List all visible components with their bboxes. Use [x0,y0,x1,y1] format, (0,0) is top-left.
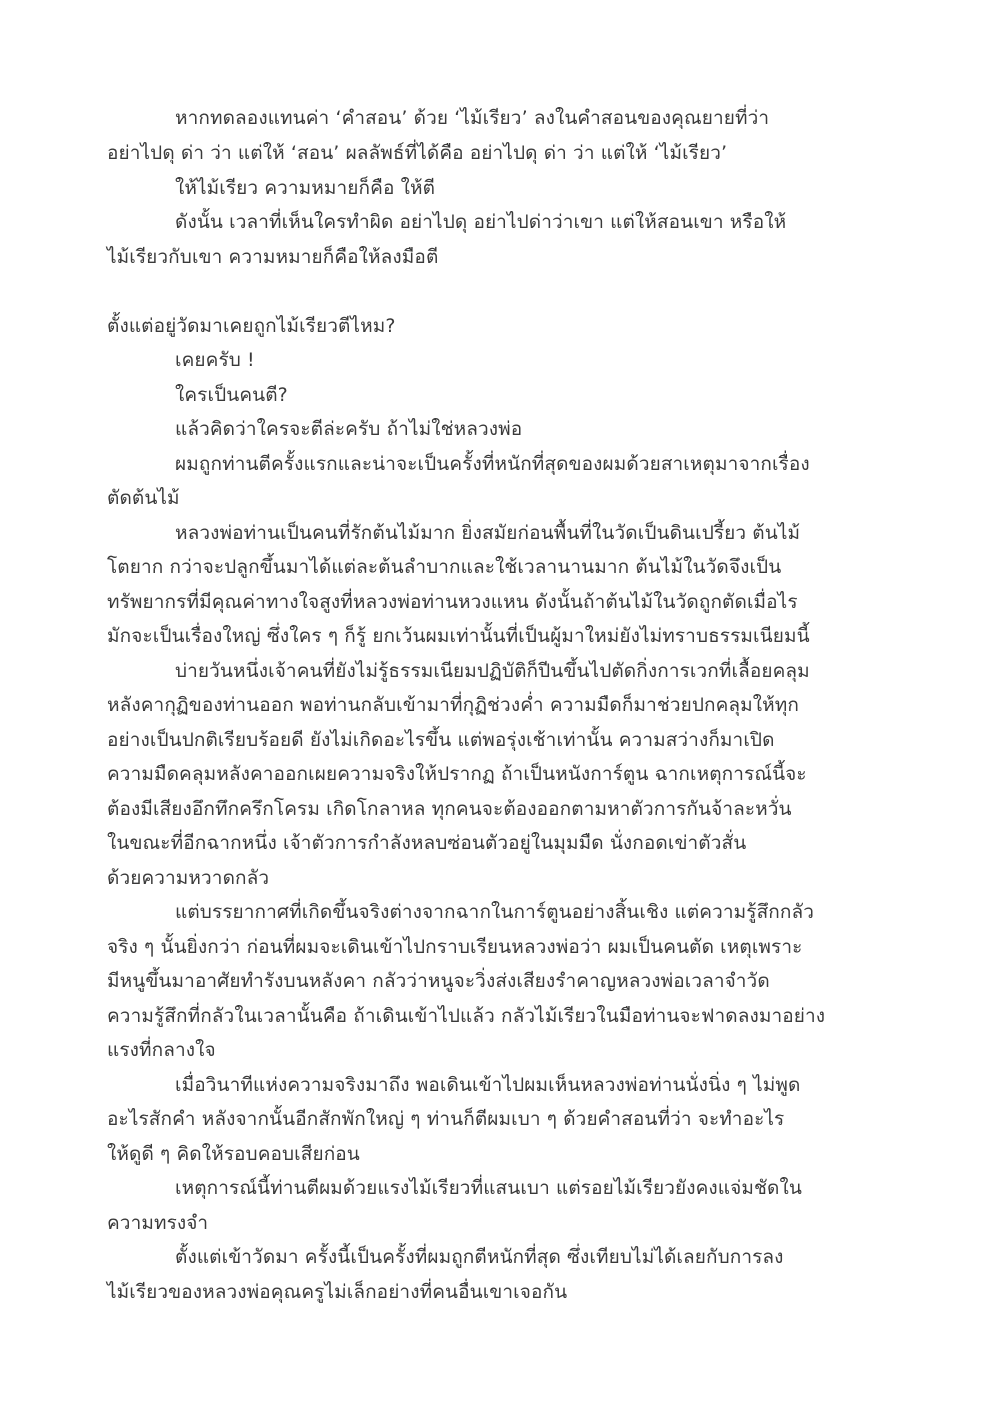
text-line: ให้ดูดี ๆ คิดให้รอบคอบเสียก่อน [107,1143,360,1165]
text-line: มักจะเป็นเรื่องใหญ่ ซึ่งใคร ๆ ก็รู้ ยกเว้นผมเท่านั้นที่เป็นผู้มาใหม่ยังไม่ทราบธรรมเนียมนี้ [107,625,810,647]
text-line: หลวงพ่อท่านเป็นคนที่รักต้นไม้มาก ยิ่งสมัยก่อนพื้นที่ในวัดเป็นดินเปรี้ยว ต้นไม้ [175,522,801,544]
text-line: เมื่อวินาทีแห่งความจริงมาถึง พอเดินเข้าไปผมเห็นหลวงพ่อท่านนั่งนิ่ง ๆ ไม่พูด [175,1074,801,1096]
text-line: ตั้งแต่เข้าวัดมา ครั้งนี้เป็นครั้งที่ผมถูกตีหนักที่สุด ซึ่งเทียบไม่ได้เลยกับการลง [175,1246,784,1268]
text-line: ด้วยความหวาดกลัว [107,867,270,889]
text-line: ไม้เรียวของหลวงพ่อคุณครูไม่เล็กอย่างที่คนอื่นเขาเจอกัน [107,1281,568,1303]
text-line: ดังนั้น เวลาที่เห็นใครทำผิด อย่าไปดุ อย่าไปด่าว่าเขา แต่ให้สอนเขา หรือให้ [175,211,787,233]
text-line: จริง ๆ นั้นยิ่งกว่า ก่อนที่ผมจะเดินเข้าไปกราบเรียนหลวงพ่อว่า ผมเป็นคนตัด เหตุเพราะ [107,936,803,958]
text-line: ในขณะที่อีกฉากหนึ่ง เจ้าตัวการกำลังหลบซ่อนตัวอยู่ในมุมมืด นั่งกอดเข่าตัวสั่น [107,832,747,854]
text-line: ไม้เรียวกับเขา ความหมายก็คือให้ลงมือตี [107,246,439,268]
text-line: อย่าไปดุ ด่า ว่า แต่ให้ ‘สอน’ ผลลัพธ์ที่ได้คือ อย่าไปดุ ด่า ว่า แต่ให้ ‘ไม้เรียว’ [107,142,728,164]
text-line: แล้วคิดว่าใครจะตีล่ะครับ ถ้าไม่ใช่หลวงพ่อ [175,418,523,440]
text-line: ความมืดคลุมหลังคาออกเผยความจริงให้ปรากฏ ถ้าเป็นหนังการ์ตูน ฉากเหตุการณ์นี้จะ [107,763,807,785]
text-line: ตัดต้นไม้ [107,487,180,509]
text-line: ให้ไม้เรียว ความหมายก็คือ ให้ตี [175,177,436,199]
text-line: หากทดลองแทนค่า ‘คำสอน’ ด้วย ‘ไม้เรียว’ ลงในคำสอนของคุณยายที่ว่า [175,107,770,129]
text-line: เหตุการณ์นี้ท่านตีผมด้วยแรงไม้เรียวที่แสนเบา แต่รอยไม้เรียวยังคงแจ่มชัดใน [175,1177,802,1199]
text-line: เคยครับ ! [175,349,255,371]
text-line: ทรัพยากรที่มีคุณค่าทางใจสูงที่หลวงพ่อท่านหวงแหน ดังนั้นถ้าต้นไม้ในวัดถูกตัดเมื่อไร [107,591,798,613]
section-question: ตั้งแต่อยู่วัดมาเคยถูกไม้เรียวตีไหม? [107,315,396,337]
text-line: แต่บรรยากาศที่เกิดขึ้นจริงต่างจากฉากในการ์ตูนอย่างสิ้นเชิง แต่ความรู้สึกกลัว [175,901,814,923]
text-line: ความทรงจำ [107,1212,209,1234]
text-line: มีหนูขึ้นมาอาศัยทำรังบนหลังคา กลัวว่าหนูจะวิ่งส่งเสียงรำคาญหลวงพ่อเวลาจำวัด [107,970,770,992]
text-line: โตยาก กว่าจะปลูกขึ้นมาได้แต่ละต้นลำบากและใช้เวลานานมาก ต้นไม้ในวัดจึงเป็น [107,556,782,578]
text-line: ต้องมีเสียงอึกทึกครึกโครม เกิดโกลาหล ทุกคนจะต้องออกตามหาตัวการกันจ้าละหวั่น [107,798,792,820]
text-line: ความรู้สึกที่กลัวในเวลานั้นคือ ถ้าเดินเข้าไปแล้ว กลัวไม้เรียวในมือท่านจะฟาดลงมาอย่าง [107,1005,826,1027]
text-line: แรงที่กลางใจ [107,1039,216,1061]
text-line: บ่ายวันหนึ่งเจ้าคนที่ยังไม่รู้ธรรมเนียมปฏิบัติก็ปีนขึ้นไปตัดกิ่งการเวกที่เลื้อยคลุม [175,660,810,682]
text-line: อย่างเป็นปกติเรียบร้อยดี ยังไม่เกิดอะไรขึ้น แต่พอรุ่งเช้าเท่านั้น ความสว่างก็มาเปิด [107,729,775,751]
text-line: ใครเป็นคนตี? [175,384,288,406]
text-line: อะไรสักคำ หลังจากนั้นอีกสักพักใหญ่ ๆ ท่านก็ตีผมเบา ๆ ด้วยคำสอนที่ว่า จะทำอะไร [107,1108,785,1130]
text-line: ผมถูกท่านตีครั้งแรกและน่าจะเป็นครั้งที่หนักที่สุดของผมด้วยสาเหตุมาจากเรื่อง [175,453,810,475]
text-line: หลังคากุฏิของท่านออก พอท่านกลับเข้ามาที่กุฏิช่วงค่ำ ความมืดก็มาช่วยปกคลุมให้ทุก [107,694,800,716]
